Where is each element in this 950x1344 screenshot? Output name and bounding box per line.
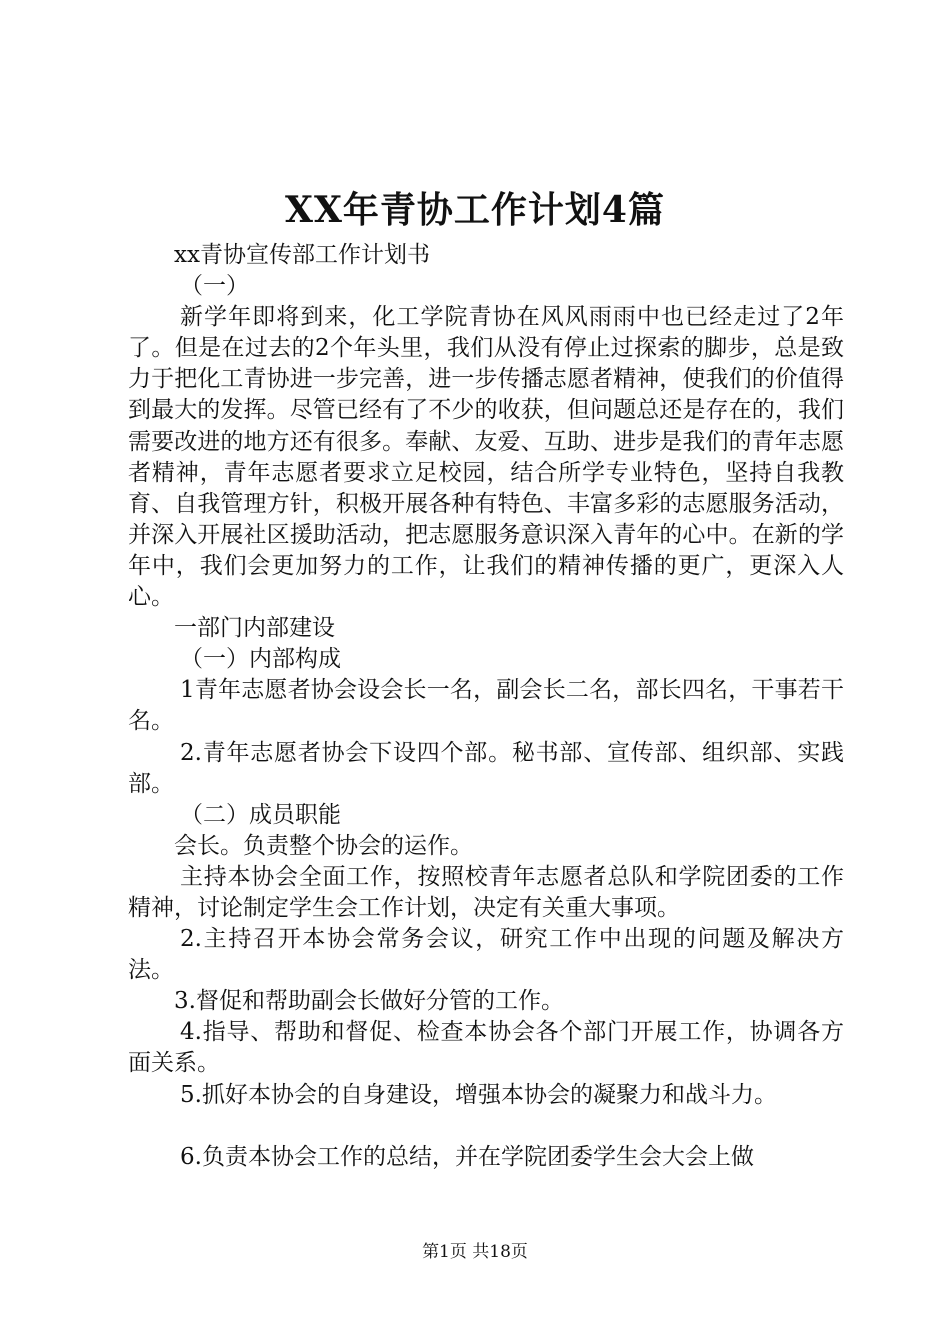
blank-line bbox=[128, 1111, 844, 1142]
list-item-paragraph: 6.负责本协会工作的总结，并在学院团委学生会大会上做 bbox=[180, 1143, 754, 1170]
section-number-paragraph: （一） bbox=[180, 273, 249, 300]
body-paragraph: 主持本协会全面工作，按照校青年志愿者总队和学院团委的工作精神，讨论制定学生会工作计划，决定有关重大事项。 bbox=[128, 863, 844, 921]
heading-internal-construction: 一部门内部建设 bbox=[174, 615, 335, 642]
intro-paragraph: 新学年即将到来，化工学院青协在风风雨雨中也已经走过了2年了。但是在过去的2个年头里，我们从没有停止过探索的脚步，总是致力于把化工青协进一步完善，进一步传播志愿者精神，使我们的价值得到最大的发挥。尽管已经有了不少的收获，但问题总还是存在的，我们需要改进的地方还有很多。奉献、友爱、互助、进步是我们的青年志愿者精神，青年志愿者要求立足校园，结合所学专业特色，坚持自我教育、自我管理方针，积极开展各种有特色、丰富多彩的志愿服务活动，并深入开展社区援助活动，把志愿服务意识深入青年的心中。在新的学年中，我们会更加努力的工作，让我们的精神传播的更广，更深入人心。 bbox=[128, 304, 844, 611]
document-body bbox=[128, 240, 844, 1173]
list-item-paragraph: 5.抓好本协会的自身建设，增强本协会的凝聚力和战斗力。 bbox=[180, 1081, 777, 1108]
page-footer: 第1页 共18页 bbox=[422, 1242, 528, 1262]
list-item-paragraph: 4.指导、帮助和督促、检查本协会各个部门开展工作，协调各方面关系。 bbox=[128, 1019, 844, 1077]
list-item-paragraph: 2.主持召开本协会常务会议，研究工作中出现的问题及解决方法。 bbox=[128, 926, 844, 984]
list-item-paragraph: 3.督促和帮助副会长做好分管的工作。 bbox=[174, 988, 564, 1015]
list-item-paragraph: 1青年志愿者协会设会长一名，副会长二名，部长四名，干事若干名。 bbox=[128, 677, 844, 735]
document-title: XX年青协工作计划4篇 bbox=[285, 189, 665, 231]
subtitle-paragraph: xx青协宣传部工作计划书 bbox=[174, 242, 430, 268]
list-item-paragraph: 2.青年志愿者协会下设四个部。秘书部、宣传部、组织部、实践部。 bbox=[128, 739, 844, 797]
heading-internal-composition: （一）内部构成 bbox=[180, 646, 341, 673]
heading-member-functions: （二）成员职能 bbox=[180, 801, 341, 828]
body-paragraph: 会长。负责整个协会的运作。 bbox=[174, 832, 473, 859]
